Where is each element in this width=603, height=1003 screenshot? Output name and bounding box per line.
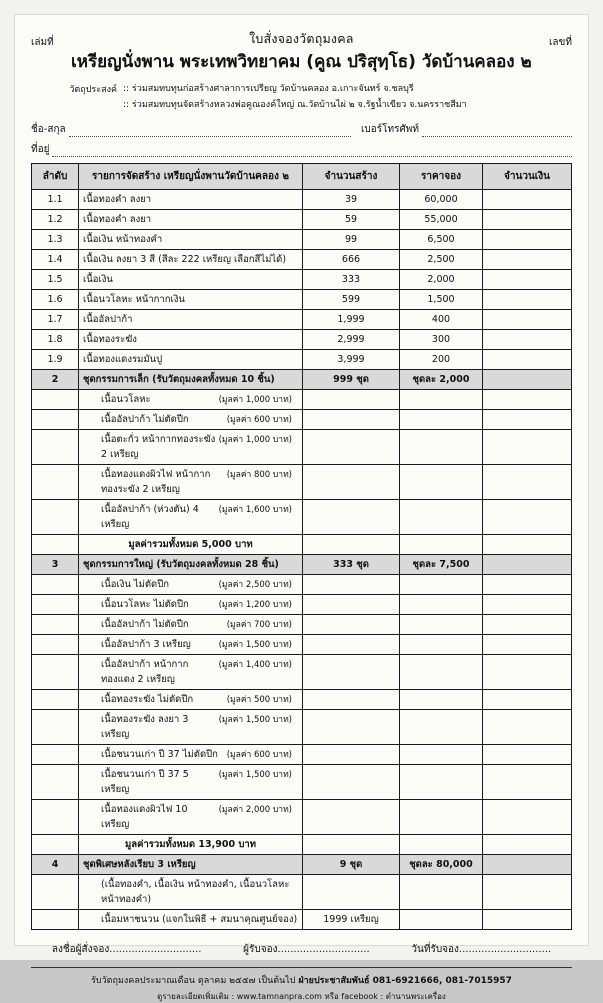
table-row: [32, 765, 572, 800]
signature-receiver[interactable]: ผู้รับจอง.............................: [243, 944, 370, 956]
row-price-empty: [400, 710, 483, 745]
row-no-empty: [32, 595, 79, 615]
sub-item-value: (มูลค่า 1,500 บาท): [218, 715, 292, 726]
row-price-empty: [400, 430, 483, 465]
row-desc: เนื้อเงิน: [79, 270, 303, 290]
row-no: 1.1: [32, 190, 79, 210]
row-no-empty: [32, 575, 79, 595]
sub-item-name: เนื้อชนวนเก่า ปี 37 ไม่ตัดปีก: [101, 749, 218, 761]
row-price-empty: [400, 575, 483, 595]
group-price: ชุดละ 7,500: [400, 555, 483, 575]
name-phone-row: [31, 122, 572, 137]
row-price-empty: [400, 615, 483, 635]
row-price: 300: [400, 330, 483, 350]
table-body: [32, 190, 572, 930]
row-no-empty: [32, 690, 79, 710]
col-header-price: ราคาจอง: [400, 164, 483, 190]
address-field-input[interactable]: [52, 146, 572, 157]
footer-delivery-note: รับวัตถุมงคลประมาณเดือน ตุลาคม ๒๕๕๗ เป็นต้นไป: [91, 976, 299, 987]
row-desc: เนื้อทองแดงรมมันปู: [79, 350, 303, 370]
purpose-label: วัตถุประสงค์: [69, 85, 117, 96]
row-amount-input[interactable]: [483, 655, 572, 690]
row-price-empty: [400, 835, 483, 855]
row-amount-input[interactable]: [483, 230, 572, 250]
row-desc: เนื้อทองคำ ลงยา: [79, 210, 303, 230]
row-amount-input[interactable]: [483, 710, 572, 745]
sub-item-name: เนื้อนวโลหะ: [101, 394, 151, 406]
table-row: [32, 250, 572, 270]
row-price-empty: [400, 745, 483, 765]
header-top-row: [31, 29, 572, 73]
row-amount-input[interactable]: [483, 875, 572, 910]
table-row: [32, 310, 572, 330]
group-desc: ชุดกรรมการใหญ่ (รับวัตถุมงคลทั้งหมด 28 ชิ้น): [79, 555, 303, 575]
sub-item-name: เนื้อตะกั่ว หน้ากากทองระฆัง 2 เหรียญ: [101, 434, 216, 461]
table-row: [32, 875, 572, 910]
phone-field-input[interactable]: [422, 126, 572, 137]
purpose-section: [31, 81, 572, 113]
sub-item-value: (มูลค่า 2,500 บาท): [218, 580, 292, 591]
table-row: [32, 390, 572, 410]
row-amount-input[interactable]: [483, 635, 572, 655]
table-row: [32, 410, 572, 430]
row-qty-empty: [303, 835, 400, 855]
row-no-empty: [32, 465, 79, 500]
row-no: 1.3: [32, 230, 79, 250]
row-amount-input[interactable]: [483, 330, 572, 350]
row-qty-empty: [303, 635, 400, 655]
row-no-empty: [32, 835, 79, 855]
table-row: [32, 690, 572, 710]
sub-item-name: เนื้ออัลปาก้า หน้ากากทองแดง 2 เหรียญ: [101, 659, 189, 686]
row-no: 1.8: [32, 330, 79, 350]
row-price: 60,000: [400, 190, 483, 210]
group-qty: 9 ชุด: [303, 855, 400, 875]
row-price-empty: [400, 910, 483, 930]
sub-item-value: (มูลค่า 1,500 บาท): [218, 770, 292, 781]
row-amount-input[interactable]: [483, 575, 572, 595]
table-header-row: [32, 164, 572, 190]
table-row: [32, 210, 572, 230]
row-no-empty: [32, 390, 79, 410]
row-qty-empty: [303, 615, 400, 635]
row-no-empty: [32, 410, 79, 430]
table-row: [32, 635, 572, 655]
sub-item-value: (มูลค่า 2,000 บาท): [218, 805, 292, 816]
sub-item: [79, 615, 303, 635]
sub-item: [79, 500, 303, 535]
row-qty-empty: [303, 655, 400, 690]
group-header-row: [32, 555, 572, 575]
row-qty: 3,999: [303, 350, 400, 370]
order-table: [31, 163, 572, 930]
row-qty-empty: [303, 710, 400, 745]
sub-item-name: เนื้อเงิน ไม่ตัดปีก: [101, 579, 170, 591]
row-amount-input[interactable]: [483, 270, 572, 290]
row-price: 2,500: [400, 250, 483, 270]
name-field-input[interactable]: [69, 126, 351, 137]
row-price: 6,500: [400, 230, 483, 250]
row-no-empty: [32, 910, 79, 930]
row-desc: เนื้อนวโลหะ หน้ากากเงิน: [79, 290, 303, 310]
row-qty-empty: [303, 465, 400, 500]
group4-extra-desc: เนื้อมหาชนวน (แจกในพิธี + สมนาคุณศูนย์จอง): [79, 910, 303, 930]
sub-item-name: เนื้ออัลปาก้า 3 เหรียญ: [101, 639, 191, 651]
row-no-empty: [32, 535, 79, 555]
row-qty: 333: [303, 270, 400, 290]
row-amount-input[interactable]: [483, 690, 572, 710]
row-qty-empty: [303, 800, 400, 835]
sub-item: [79, 800, 303, 835]
table-row: [32, 710, 572, 745]
footer-line-2: ดูรายละเอียดเพิ่มเติม : www.tamnanpra.com หรือ facebook : ตำนานพระเครื่อง: [157, 992, 446, 1002]
row-no: 1.2: [32, 210, 79, 230]
group-amount-input[interactable]: [483, 370, 572, 390]
row-amount-input[interactable]: [483, 745, 572, 765]
group-price: ชุดละ 80,000: [400, 855, 483, 875]
row-qty-empty: [303, 430, 400, 465]
row-qty-empty: [303, 875, 400, 910]
row-amount-input[interactable]: [483, 210, 572, 230]
purpose-lines: [123, 81, 467, 113]
sub-item: [79, 745, 303, 765]
row-price: 2,000: [400, 270, 483, 290]
row-qty-empty: [303, 390, 400, 410]
row-price-empty: [400, 765, 483, 800]
row-no-empty: [32, 615, 79, 635]
table-row: [32, 270, 572, 290]
title-block: [54, 29, 549, 73]
group4-sub-desc: (เนื้อทองคำ, เนื้อเงิน หน้าทองคำ, เนื้อนวโลหะ หน้าทองคำ): [79, 875, 303, 910]
row-qty: 599: [303, 290, 400, 310]
row-price: 55,000: [400, 210, 483, 230]
row-amount-input[interactable]: [483, 465, 572, 500]
table-row: [32, 350, 572, 370]
sub-item-value: (มูลค่า 700 บาท): [226, 620, 292, 631]
row-amount-input[interactable]: [483, 290, 572, 310]
row-no: 1.6: [32, 290, 79, 310]
sub-item-value: (มูลค่า 1,600 บาท): [218, 505, 292, 516]
sub-item-value: (มูลค่า 500 บาท): [226, 695, 292, 706]
row-no-empty: [32, 710, 79, 745]
row-no: 1.4: [32, 250, 79, 270]
row-price-empty: [400, 875, 483, 910]
sub-item-value: (มูลค่า 1,500 บาท): [218, 640, 292, 651]
address-row: [31, 142, 572, 157]
row-amount-input[interactable]: [483, 430, 572, 465]
row-no: 1.5: [32, 270, 79, 290]
row-desc: เนื้อทองคำ ลงยา: [79, 190, 303, 210]
row-qty-empty: [303, 690, 400, 710]
table-row: [32, 595, 572, 615]
row-price-empty: [400, 655, 483, 690]
group-total-row: [32, 535, 572, 555]
row-qty: 99: [303, 230, 400, 250]
row-price: 400: [400, 310, 483, 330]
group4-extra-qty: 1999 เหรียญ: [303, 910, 400, 930]
row-amount-input[interactable]: [483, 390, 572, 410]
name-field-label: ชื่อ-สกุล: [31, 124, 66, 136]
col-header-qty: จำนวนสร้าง: [303, 164, 400, 190]
purpose-line-1: :: ร่วมสมทบทุนก่อสร้างศาลาการเปรียญ วัดบ้านคลอง อ.เกาะจันทร์ จ.ชลบุรี: [123, 84, 414, 95]
row-no-empty: [32, 635, 79, 655]
footer: [31, 967, 572, 1003]
row-qty-empty: [303, 745, 400, 765]
row-qty-empty: [303, 575, 400, 595]
sub-item-value: (มูลค่า 1,200 บาท): [218, 600, 292, 611]
group-no: 4: [32, 855, 79, 875]
table-row: [32, 615, 572, 635]
purpose-line-2: :: ร่วมสมทบทุนจัดสร้างหลวงพ่อคูณองค์ใหญ่ ณ.วัดบ้านไผ่ ๒ จ.รัฐน้ำเขียว จ.นครราชสีมา: [123, 100, 467, 111]
group-no: 3: [32, 555, 79, 575]
sub-item: [79, 430, 303, 465]
row-no-empty: [32, 875, 79, 910]
group-qty: 333 ชุด: [303, 555, 400, 575]
table-row: [32, 910, 572, 930]
row-price-empty: [400, 690, 483, 710]
sub-item-name: เนื้อทองแดงผิวไฟ หน้ากากทองระฆัง 2 เหรียญ: [101, 469, 211, 496]
row-qty: 666: [303, 250, 400, 270]
sub-item-name: เนื้ออัลปาก้า ไม่ตัดปีก: [101, 414, 189, 426]
table-row: [32, 190, 572, 210]
row-price-empty: [400, 595, 483, 615]
row-qty-empty: [303, 410, 400, 430]
sub-item: [79, 710, 303, 745]
sub-item-name: เนื้อทองระฆัง ลงยา 3 เหรียญ: [101, 714, 189, 741]
row-no-empty: [32, 655, 79, 690]
row-amount-input[interactable]: [483, 190, 572, 210]
row-price: 200: [400, 350, 483, 370]
row-no-empty: [32, 500, 79, 535]
group-no: 2: [32, 370, 79, 390]
sub-item: [79, 410, 303, 430]
row-price-empty: [400, 535, 483, 555]
sub-item-name: เนื้อทองระฆัง ไม่ตัดปีก: [101, 694, 194, 706]
table-row: [32, 500, 572, 535]
row-qty-empty: [303, 535, 400, 555]
row-price-empty: [400, 635, 483, 655]
sub-item-name: เนื้อทองแดงผิวไฟ 10 เหรียญ: [101, 804, 188, 831]
row-qty-empty: [303, 765, 400, 800]
row-amount-input[interactable]: [483, 765, 572, 800]
row-price-empty: [400, 390, 483, 410]
table-row: [32, 745, 572, 765]
row-amount-input[interactable]: [483, 310, 572, 330]
row-price-empty: [400, 465, 483, 500]
signature-date[interactable]: วันที่รับจอง.............................: [411, 944, 552, 956]
sub-item: [79, 765, 303, 800]
row-amount-input[interactable]: [483, 250, 572, 270]
sub-item-value: (มูลค่า 1,000 บาท): [218, 435, 292, 446]
table-row: [32, 290, 572, 310]
sub-item-value: (มูลค่า 800 บาท): [226, 470, 292, 481]
row-amount-input[interactable]: [483, 350, 572, 370]
serial-number-label: เลขที่: [549, 37, 572, 48]
sub-item-value: (มูลค่า 600 บาท): [226, 415, 292, 426]
row-no-empty: [32, 745, 79, 765]
row-amount-input[interactable]: [483, 535, 572, 555]
row-no-empty: [32, 800, 79, 835]
row-desc: เนื้อเงิน ลงยา 3 สี (สีละ 222 เหรียญ เลือกสีไม่ได้): [79, 250, 303, 270]
row-qty: 39: [303, 190, 400, 210]
row-qty: 59: [303, 210, 400, 230]
row-desc: เนื้อเงิน หน้าทองคำ: [79, 230, 303, 250]
row-amount-input[interactable]: [483, 800, 572, 835]
group-desc: ชุดกรรมการเล็ก (รับวัตถุมงคลทั้งหมด 10 ชิ้น): [79, 370, 303, 390]
row-amount-input[interactable]: [483, 835, 572, 855]
customer-fields: [31, 122, 572, 157]
sub-item-value: (มูลค่า 1,400 บาท): [218, 660, 292, 671]
sub-item-name: เนื้ออัลปาก้า ไม่ตัดปีก: [101, 619, 189, 631]
row-price-empty: [400, 410, 483, 430]
sub-item: [79, 690, 303, 710]
sub-item: [79, 595, 303, 615]
form-type-title: ใบสั่งจองวัตถุมงคล: [249, 31, 354, 46]
row-no: 1.9: [32, 350, 79, 370]
group-total-label: มูลค่ารวมทั้งหมด 13,900 บาท: [79, 835, 303, 855]
phone-field-label: เบอร์โทรศัพท์: [360, 124, 419, 136]
row-price-empty: [400, 800, 483, 835]
row-desc: เนื้อทองระฆัง: [79, 330, 303, 350]
group-desc: ชุดพิเศษหลังเรียบ 3 เหรียญ: [79, 855, 303, 875]
row-amount-input[interactable]: [483, 410, 572, 430]
group-qty: 999 ชุด: [303, 370, 400, 390]
page-title: เหรียญนั่งพาน พระเทพวิทยาคม (คูณ ปริสุทฺโธ) วัดบ้านคลอง ๒: [70, 52, 532, 72]
footer-line-1: [31, 973, 572, 987]
sub-item-name: เนื้อนวโลหะ ไม่ตัดปีก: [101, 599, 189, 611]
sub-item-name: เนื้อชนวนเก่า ปี 37 5 เหรียญ: [101, 769, 189, 796]
row-qty-empty: [303, 500, 400, 535]
row-price-empty: [400, 500, 483, 535]
row-price: 1,500: [400, 290, 483, 310]
sub-item-value: (มูลค่า 1,000 บาท): [218, 395, 292, 406]
table-row: [32, 330, 572, 350]
row-amount-input[interactable]: [483, 595, 572, 615]
row-amount-input[interactable]: [483, 615, 572, 635]
table-row: [32, 575, 572, 595]
row-qty: 2,999: [303, 330, 400, 350]
col-header-desc: รายการจัดสร้าง เหรียญนั่งพานวัดบ้านคลอง ๒: [79, 164, 303, 190]
col-header-amount: จำนวนเงิน: [483, 164, 572, 190]
row-amount-input[interactable]: [483, 500, 572, 535]
signature-row: [31, 942, 572, 957]
group-total-row: [32, 835, 572, 855]
address-field-label: ที่อยู่: [31, 144, 50, 156]
sub-item: [79, 655, 303, 690]
col-header-no: ลำดับ: [32, 164, 79, 190]
sub-item-value: (มูลค่า 600 บาท): [226, 750, 292, 761]
row-no-empty: [32, 765, 79, 800]
sub-item-name: เนื้ออัลปาก้า (ห่วงตัน) 4 เหรียญ: [101, 504, 199, 531]
row-no: 1.7: [32, 310, 79, 330]
table-row: [32, 465, 572, 500]
row-desc: เนื้ออัลปาก้า: [79, 310, 303, 330]
group-header-row: [32, 370, 572, 390]
sub-item: [79, 465, 303, 500]
book-number-label: เล่มที่: [31, 37, 54, 48]
group-amount-input[interactable]: [483, 555, 572, 575]
group-price: ชุดละ 2,000: [400, 370, 483, 390]
row-no-empty: [32, 430, 79, 465]
group-amount-input[interactable]: [483, 855, 572, 875]
table-row: [32, 430, 572, 465]
sub-item: [79, 390, 303, 410]
footer-contact: ฝ่ายประชาสัมพันธ์ 081-6921666, 081-7015957: [298, 976, 512, 987]
sub-item: [79, 635, 303, 655]
row-qty-empty: [303, 595, 400, 615]
table-row: [32, 655, 572, 690]
signature-orderer[interactable]: ลงชื่อผู้สั่งจอง.............................: [51, 944, 202, 956]
row-amount-input[interactable]: [483, 910, 572, 930]
order-form-sheet: [14, 14, 589, 1002]
group-header-row: [32, 855, 572, 875]
row-qty: 1,999: [303, 310, 400, 330]
group-total-label: มูลค่ารวมทั้งหมด 5,000 บาท: [79, 535, 303, 555]
table-row: [32, 230, 572, 250]
sub-item: [79, 575, 303, 595]
table-row: [32, 800, 572, 835]
